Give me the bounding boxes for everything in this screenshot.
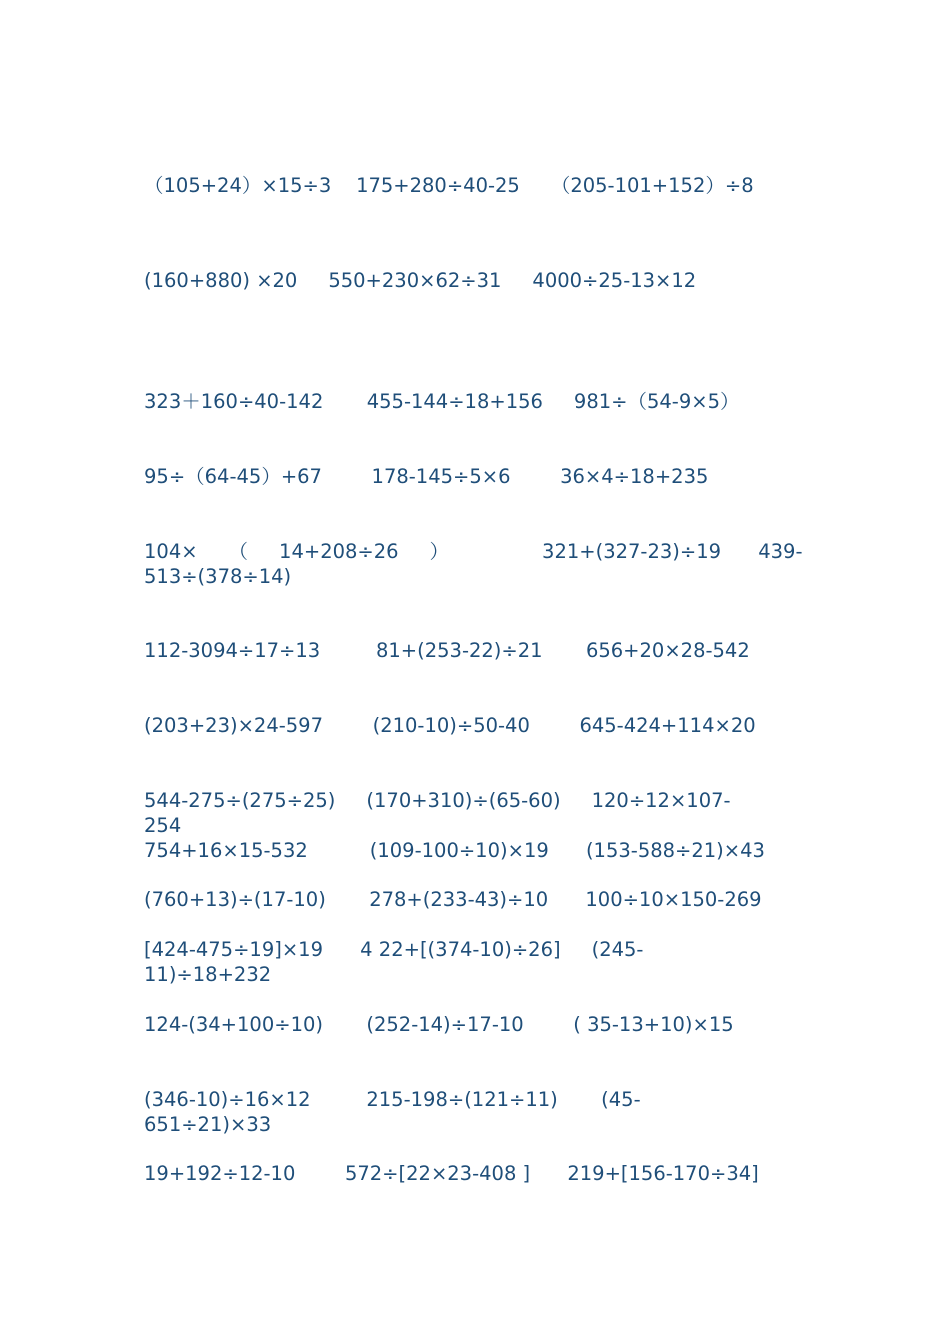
expression-line-1: （105+24）×15÷3 175+280÷40-25 （205-101+152）÷8 [144,174,754,197]
expression-line-10: (760+13)÷(17-10) 278+(233-43)÷10 100÷10×150-269 [144,888,762,911]
expression-line-6: 112-3094÷17÷13 81+(253-22)÷21 656+20×28-542 [144,639,750,662]
expression-line-9: 754+16×15-532 (109-100÷10)×19 (153-588÷21)×43 [144,839,765,862]
expression-line-13: (346-10)÷16×12 215-198÷(121÷11) (45- [144,1088,641,1111]
expression-line-8: 544-275÷(275÷25) (170+310)÷(65-60) 120÷12×107- [144,789,731,812]
expression-line-14: 19+192÷12-10 572÷[22×23-408 ] 219+[156-170÷34] [144,1162,759,1185]
expression-line-13-wrap: 651÷21)×33 [144,1113,272,1136]
expression-line-5-wrap: 513÷(378÷14) [144,565,292,588]
expression-line-8-wrap: 254 [144,814,182,837]
expression-line-3: 323＋160÷40-142 455-144÷18+156 981÷（54-9×5） [144,390,740,413]
expression-line-12: 124-(34+100÷10) (252-14)÷17-10 ( 35-13+10)×15 [144,1013,734,1036]
expression-line-11: [424-475÷19]×19 4 22+[(374-10)÷26] (245- [144,938,644,961]
expression-line-5: 104× （ 14+208÷26 ） 321+(327-23)÷19 439- [144,540,803,563]
expression-line-2: (160+880) ×20 550+230×62÷31 4000÷25-13×12 [144,269,697,292]
expression-line-7: (203+23)×24-597 (210-10)÷50-40 645-424+114×20 [144,714,756,737]
expression-line-11-wrap: 11)÷18+232 [144,963,272,986]
expression-line-4: 95÷（64-45）+67 178-145÷5×6 36×4÷18+235 [144,465,709,488]
